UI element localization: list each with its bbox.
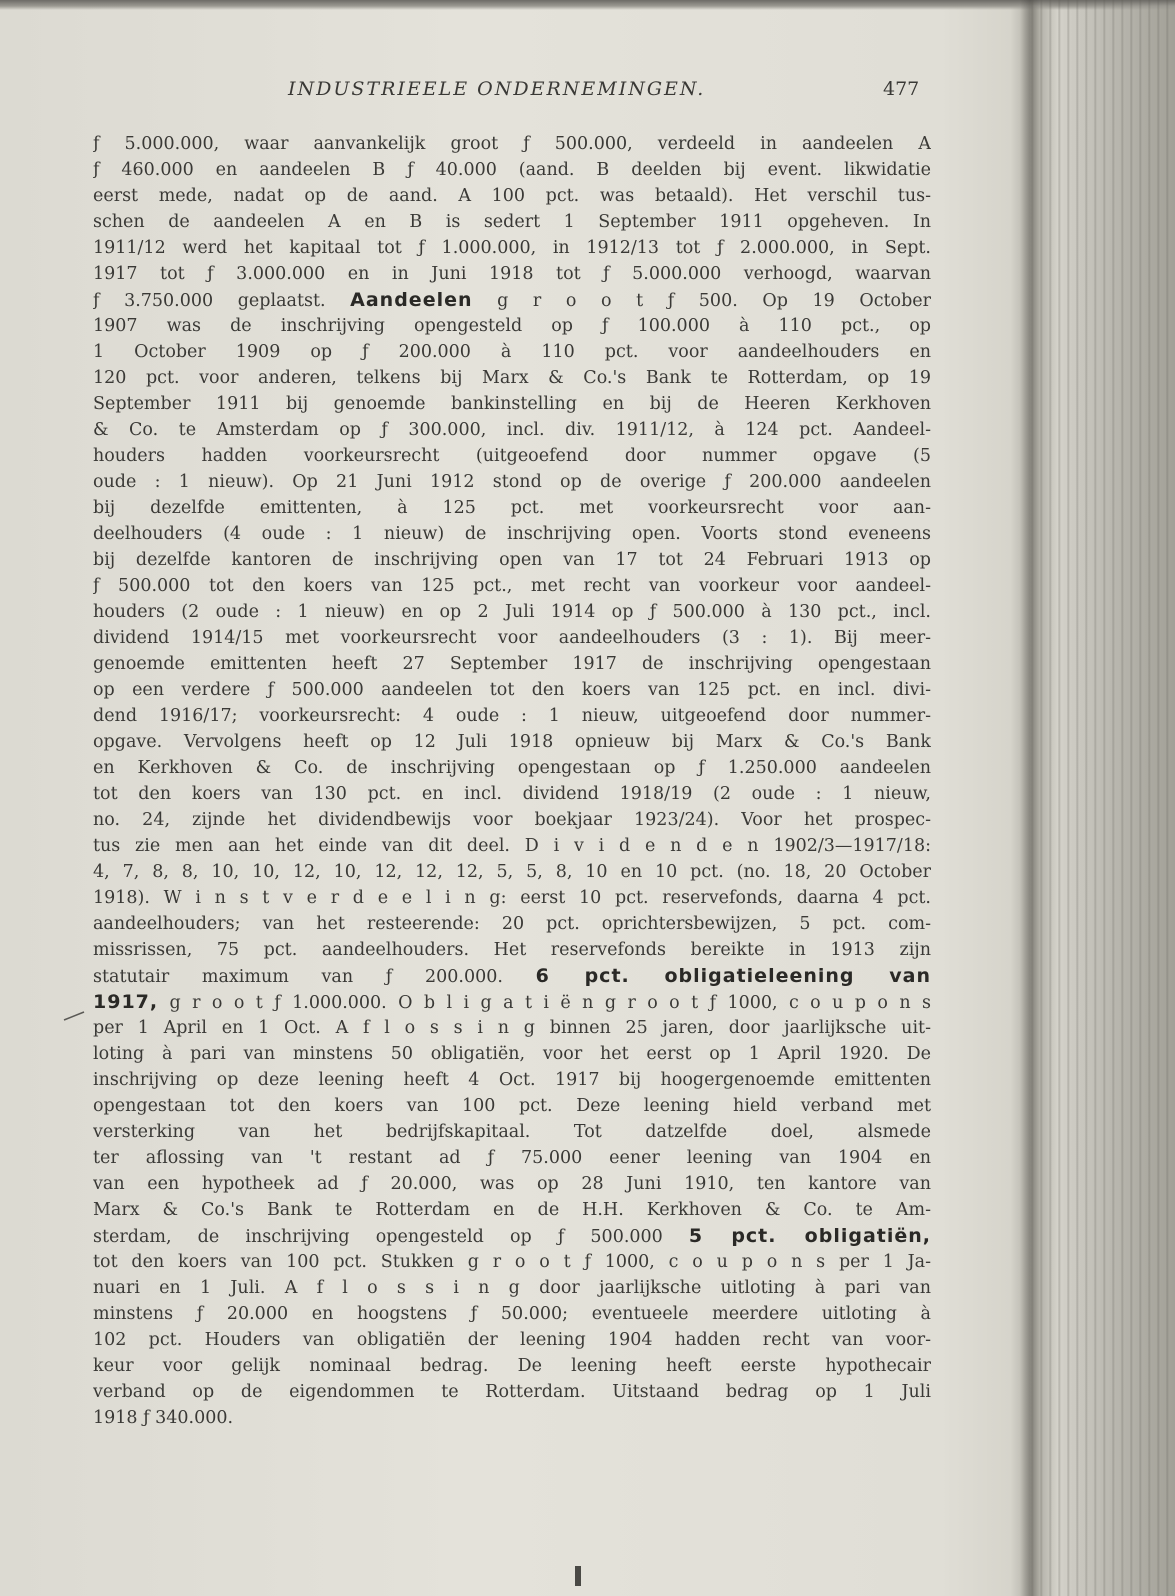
page-edges [1025, 0, 1175, 1596]
text-line: 1918 ƒ 340.000. [93, 1408, 234, 1428]
heading-obligatien: 5 pct. obligatiën, [688, 1225, 931, 1247]
text-line: houders (2 oude : 1 nieuw) en op 2 Juli 1914 op ƒ 500.000 à 130 pct., incl. [93, 602, 931, 622]
text-line: opengestaan tot den koers van 100 pct. Deze leening hield verband met [93, 1096, 931, 1116]
text-line: 1911/12 werd het kapitaal tot ƒ 1.000.000, in 1912/13 tot ƒ 2.000.000, in Sept. [93, 238, 931, 258]
text-line: eerst mede, nadat op de aand. A 100 pct. was betaald). Het verschil tus- [93, 186, 931, 206]
text-run: per 1 April en 1 Oct. [93, 1018, 336, 1038]
text-line [93, 1015, 931, 1041]
text-run: ƒ 1000, [698, 993, 789, 1013]
text-line: aandeelhouders; van het resteerende: 20 pct. oprichtersbewijzen, 5 pct. com- [93, 914, 931, 934]
text-run: 1918). [93, 888, 164, 908]
text-line: versterking van het bedrijfskapitaal. Tot datzelfde doel, alsmede [93, 1122, 931, 1142]
body-text [93, 131, 931, 1431]
spaced-word: D i v i d e n d e n [524, 836, 759, 856]
spaced-word: c o u p o n s [788, 993, 931, 1013]
text-run: ƒ 1.000.000. [274, 993, 399, 1013]
text-run: ƒ 1000, [570, 1252, 669, 1272]
text-line: 120 pct. voor anderen, telkens bij Marx & Co.'s Bank te Rotterdam, op 19 [93, 368, 931, 388]
text-line: minstens ƒ 20.000 en hoogstens ƒ 50.000; eventueele meerdere uitloting à [93, 1304, 931, 1324]
text-run: statutair maximum van ƒ 200.000. [93, 967, 536, 987]
text-run: sterdam, de inschrijving opengesteld op ƒ 500.000 [93, 1227, 689, 1247]
text-line [93, 1223, 931, 1249]
spaced-word: A f l o s s i n g [335, 1018, 535, 1038]
text-line: inschrijving op deze leening heeft 4 Oct. 1917 bij hoogergenoemde emittenten [93, 1070, 931, 1090]
text-line [93, 1249, 931, 1275]
heading-aandeelen: Aandeelen [350, 289, 473, 311]
text-line: missrissen, 75 pct. aandeelhouders. Het reservefonds bereikte in 1913 zijn [93, 940, 931, 960]
text-run: ƒ 3.750.000 geplaatst. [93, 291, 351, 311]
text-run: ƒ 500. Op 19 October [667, 291, 931, 311]
text-line: op een verdere ƒ 500.000 aandeelen tot den koers van 125 pct. en incl. divi- [93, 680, 931, 700]
text-line: schen de aandeelen A en B is sedert 1 September 1911 opgeheven. In [93, 212, 931, 232]
text-run: per 1 Ja- [825, 1252, 931, 1272]
text-line [93, 833, 931, 859]
spaced-word: A f l o s s i n g [284, 1278, 520, 1298]
text-line: bij dezelfde emittenten, à 125 pct. met voorkeursrecht voor aan- [93, 498, 931, 518]
text-line: 102 pct. Houders van obligatiën der leening 1904 hadden recht van voor- [93, 1330, 931, 1350]
spaced-word: g r o o t [472, 291, 668, 311]
spaced-word: g r o o t [158, 993, 275, 1013]
text-line: 1907 was de inschrijving opengesteld op ƒ 100.000 à 110 pct., op [93, 316, 931, 336]
text-line: 4, 7, 8, 8, 10, 10, 12, 10, 12, 12, 12, 5, 5, 8, 10 en 10 pct. (no. 18, 20 October [93, 862, 931, 882]
spaced-word: O b l i g a t i ë n g r o o t [398, 993, 699, 1013]
page-number: 477 [883, 78, 920, 100]
text-line: keur voor gelijk nominaal bedrag. De leening heeft eerste hypothecair [93, 1356, 931, 1376]
text-line: dividend 1914/15 met voorkeursrecht voor aandeelhouders (3 : 1). Bij meer- [93, 628, 931, 648]
spaced-word: g r o o t [467, 1252, 571, 1272]
text-line: ƒ 460.000 en aandeelen B ƒ 40.000 (aand. B deelden bij event. likwidatie [93, 160, 931, 180]
text-run: door jaarlijksche uitloting à pari van [519, 1278, 931, 1298]
text-run: tus zie men aan het einde van dit deel. [93, 836, 525, 856]
printer-mark [575, 1566, 581, 1586]
heading-obligatieleening: 6 pct. obligatieleening van [535, 965, 931, 987]
text-line: loting à pari van minstens 50 obligatiën, voor het eerst op 1 April 1920. De [93, 1044, 931, 1064]
spaced-word: c o u p o n s [668, 1252, 826, 1272]
running-head: INDUSTRIEELE ONDERNEMINGEN. [288, 78, 706, 100]
pencil-mark-icon [63, 1010, 85, 1022]
text-line [93, 989, 931, 1015]
text-line: ter aflossing van 't restant ad ƒ 75.000 eener leening van 1904 en [93, 1148, 931, 1168]
text-line: tot den koers van 130 pct. en incl. dividend 1918/19 (2 oude : 1 nieuw, [93, 784, 931, 804]
text-line: deelhouders (4 oude : 1 nieuw) de inschrijving open. Voorts stond eveneens [93, 524, 931, 544]
text-line [93, 963, 931, 989]
text-line [93, 1275, 931, 1301]
text-line: genoemde emittenten heeft 27 September 1917 de inschrijving opengestaan [93, 654, 931, 674]
text-line [93, 287, 931, 313]
text-line: September 1911 bij genoemde bankinstelling en bij de Heeren Kerkhoven [93, 394, 931, 414]
text-line: van een hypotheek ad ƒ 20.000, was op 28 Juni 1910, ten kantore van [93, 1174, 931, 1194]
top-edge-shadow [0, 0, 1175, 10]
text-line: opgave. Vervolgens heeft op 12 Juli 1918 opnieuw bij Marx & Co.'s Bank [93, 732, 931, 752]
text-run: binnen 25 jaren, door jaarlijksche uit- [535, 1018, 931, 1038]
heading-year: 1917, [93, 991, 159, 1013]
text-run: 1902/3—1917/18: [758, 836, 931, 856]
text-line: 1917 tot ƒ 3.000.000 en in Juni 1918 tot ƒ 5.000.000 verhoogd, waarvan [93, 264, 931, 284]
spaced-word: W i n s t v e r d e e l i n g: [163, 888, 507, 908]
text-line [93, 885, 931, 911]
text-line: oude : 1 nieuw). Op 21 Juni 1912 stond op de overige ƒ 200.000 aandeelen [93, 472, 931, 492]
text-run: eerst 10 pct. reservefonds, daarna 4 pct. [506, 888, 931, 908]
text-line: bij dezelfde kantoren de inschrijving open van 17 tot 24 Februari 1913 op [93, 550, 931, 570]
text-line: Marx & Co.'s Bank te Rotterdam en de H.H. Kerkhoven & Co. te Am- [93, 1200, 931, 1220]
text-run: tot den koers van 100 pct. Stukken [93, 1252, 468, 1272]
text-line: verband op de eigendommen te Rotterdam. Uitstaand bedrag op 1 Juli [93, 1382, 931, 1402]
text-line: 1 October 1909 op ƒ 200.000 à 110 pct. voor aandeelhouders en [93, 342, 931, 362]
text-line: ƒ 5.000.000, waar aanvankelijk groot ƒ 500.000, verdeeld in aandeelen A [93, 134, 931, 154]
text-line: houders hadden voorkeursrecht (uitgeoefend door nummer opgave (5 [93, 446, 931, 466]
text-line: dend 1916/17; voorkeursrecht: 4 oude : 1 nieuw, uitgeoefend door nummer- [93, 706, 931, 726]
text-line: ƒ 500.000 tot den koers van 125 pct., met recht van voorkeur voor aandeel- [93, 576, 931, 596]
text-line: no. 24, zijnde het dividendbewijs voor boekjaar 1923/24). Voor het prospec- [93, 810, 931, 830]
text-line: en Kerkhoven & Co. de inschrijving opengestaan op ƒ 1.250.000 aandeelen [93, 758, 931, 778]
text-run: nuari en 1 Juli. [93, 1278, 285, 1298]
text-line: & Co. te Amsterdam op ƒ 300.000, incl. div. 1911/12, à 124 pct. Aandeel- [93, 420, 931, 440]
